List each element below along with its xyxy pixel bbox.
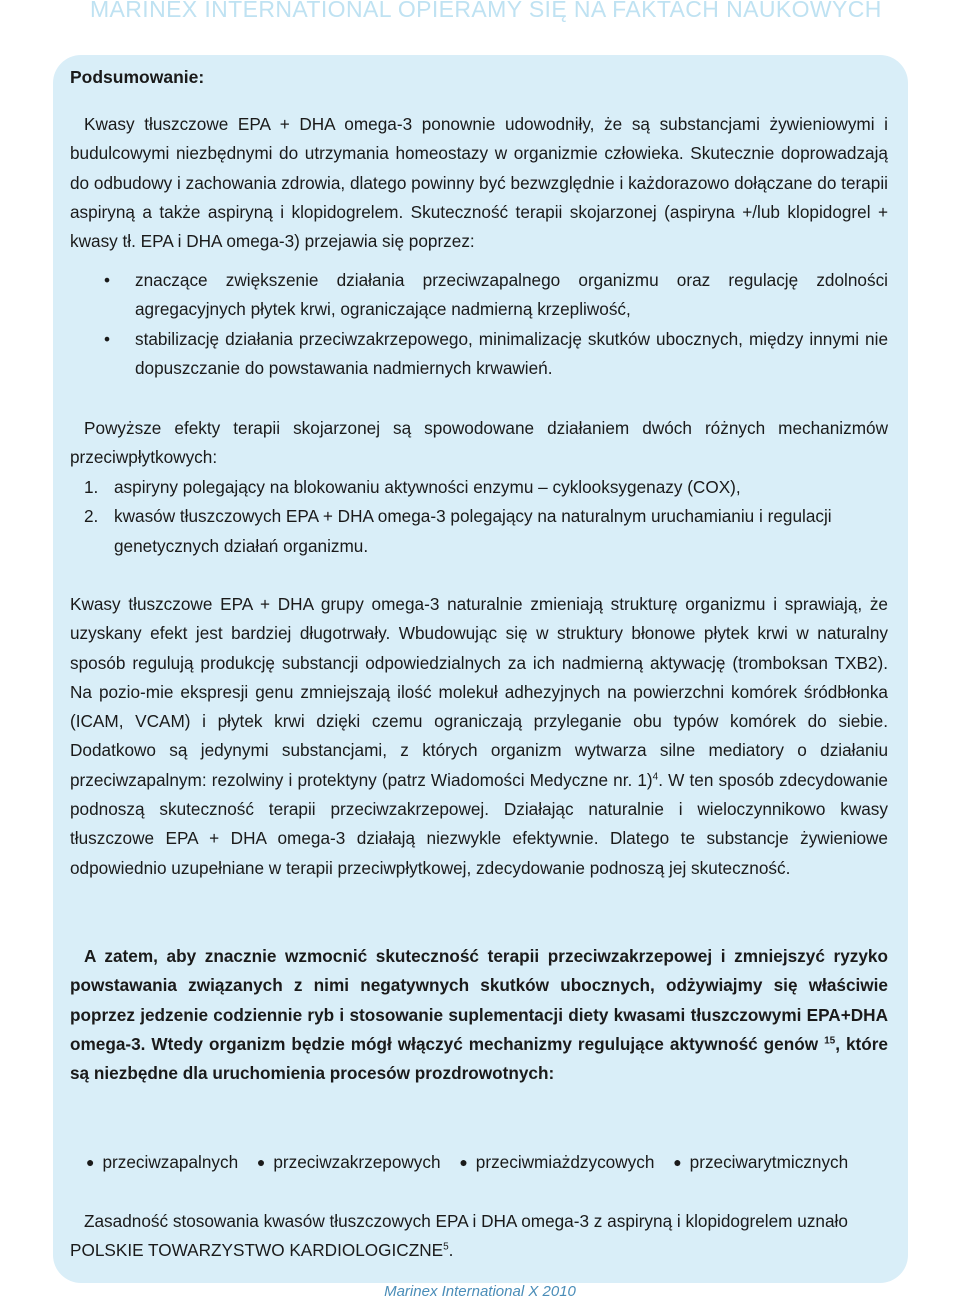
tag-item: ● przeciwzakrzepowych	[256, 1152, 441, 1172]
mechanisms-list	[70, 473, 888, 561]
tag-item: ● przeciwarytmicznych	[673, 1152, 849, 1172]
summary-heading: Podsumowanie:	[70, 67, 205, 87]
conclusion-text: A zatem, aby znacznie wzmocnić skuteczność terapii przeciwzakrzepowej i zmniejszyć ryzyko powstawania związanych z nimi negatywnych skutków ubocznych, odżywiajmy się właściwie poprzez jedzenie codziennie ryb i stosowanie suplementacji diety kwasami tłuszczowymi EPA+DHA omega-3. Wtedy organizm będzie mógł włączyć mechanizmy regulujące aktywność genów	[70, 946, 888, 1054]
recommendation-text: Zasadność stosowania kwasów tłuszczowych EPA i DHA omega-3 z aspiryną i klopidogrelem uznało POLSKIE TOWARZYSTWO KARDIOLOGICZNE	[70, 1211, 848, 1261]
reference-marker: 4	[652, 771, 659, 783]
body-text: . W ten sposób zdecydowanie podnoszą skuteczność terapii przeciwzakrzepowej. Działając naturalnie i wieloczynnikowo kwasy tłuszczowe EPA + DHA omega-3 działają niezwykle efektywnie. Dlatego te substancje żywieniowe odpowiednio uzupełniane w terapii przeciwpłytkowej, zdecydowanie podnoszą jej skuteczność.	[70, 769, 888, 878]
item-number: 1.	[84, 477, 99, 497]
intro-paragraph: Kwasy tłuszczowe EPA + DHA omega-3 ponownie udowodniły, że są substancjami żywieniowymi i budulcowymi niezbędnymi do utrzymania homeostazy w organizmie człowieka. Skutecznie doprowadzają do odbudowy i zachowania zdrowia, dlatego powinny być bezwzględnie i każdorazowo dołączane do terapii aspiryną a także aspiryną i klopidogrelem. Skuteczność terapii skojarzonej (aspiryna +/lub klopidogrel + kwasy tł. EPA i DHA omega-3) przejawia się poprzez:	[70, 114, 888, 252]
item-number: 2.	[84, 506, 99, 527]
body-text: Kwasy tłuszczowe EPA + DHA grupy omega-3 naturalnie zmieniają strukturę organizmu i sprawiają, że uzyskany efekt jest bardziej długotrwały. Wbudowując się w struktury błonowe płytek krwi w naturalny sposób regulują produkcję substancji odpowiedzialnych za ich nadmierną aktywację (tromboksan TXB2). Na pozio-mie ekspresji genu zmniejszają ilość molekuł adhezyjnych na powierzchni komórek śródbłonka (ICAM, VCAM) i płytek krwi dzięki czemu ograniczają przyleganie obu typów komórek do siebie. Dodatkowo są jedynymi substancjami, z których organizm wytwarza silne mediatory o działaniu przeciwzapalnym: rezolwiny i protektyny (patrz Wiadomości Medyczne nr. 1)	[70, 594, 888, 790]
page-header: MARINEX INTERNATIONAL OPIERAMY SIĘ NA FAKTACH NAUKOWYCH	[90, 0, 882, 22]
body-paragraph	[70, 590, 888, 883]
item-text: aspiryny polegający na blokowaniu aktywności enzymu – cyklooksygenazy (COX),	[114, 477, 741, 497]
conclusion-paragraph	[70, 942, 888, 1088]
reference-marker: 15	[824, 1035, 836, 1047]
tag-item: ● przeciwmiażdzycowych	[459, 1152, 655, 1172]
list-item	[70, 473, 888, 502]
item-text: kwasów tłuszczowych EPA + DHA omega-3 polegający na naturalnym uruchamianiu i regulacji genetycznych działań organizmu.	[114, 506, 832, 556]
list-item	[70, 502, 888, 561]
list-item: • znaczące zwiększenie działania przeciwzapalnego organizmu oraz regulację zdolności agregacyjnych płytek krwi, ograniczające nadmierną krzepliwość,	[70, 266, 888, 325]
page-footer: Marinex International X 2010	[384, 1283, 576, 1300]
reference-marker: 5	[443, 1241, 449, 1253]
tag-item: ● przeciwzapalnych	[86, 1152, 239, 1172]
list-item: • stabilizację działania przeciwzakrzepowego, minimalizację skutków ubocznych, między innymi nie dopuszczanie do powstawania nadmiernych krwawień.	[70, 325, 888, 384]
recommendation-paragraph	[70, 1207, 888, 1266]
recommendation-text: .	[448, 1240, 454, 1261]
mechanisms-intro: Powyższe efekty terapii skojarzonej są spowodowane działaniem dwóch różnych mechanizmów przeciwpłytkowych:	[70, 418, 888, 468]
health-process-tags	[70, 1148, 888, 1178]
conclusion-text: , które są niezbędne dla uruchomienia procesów prozdrowotnych:	[70, 1033, 888, 1084]
effects-list	[70, 266, 888, 383]
